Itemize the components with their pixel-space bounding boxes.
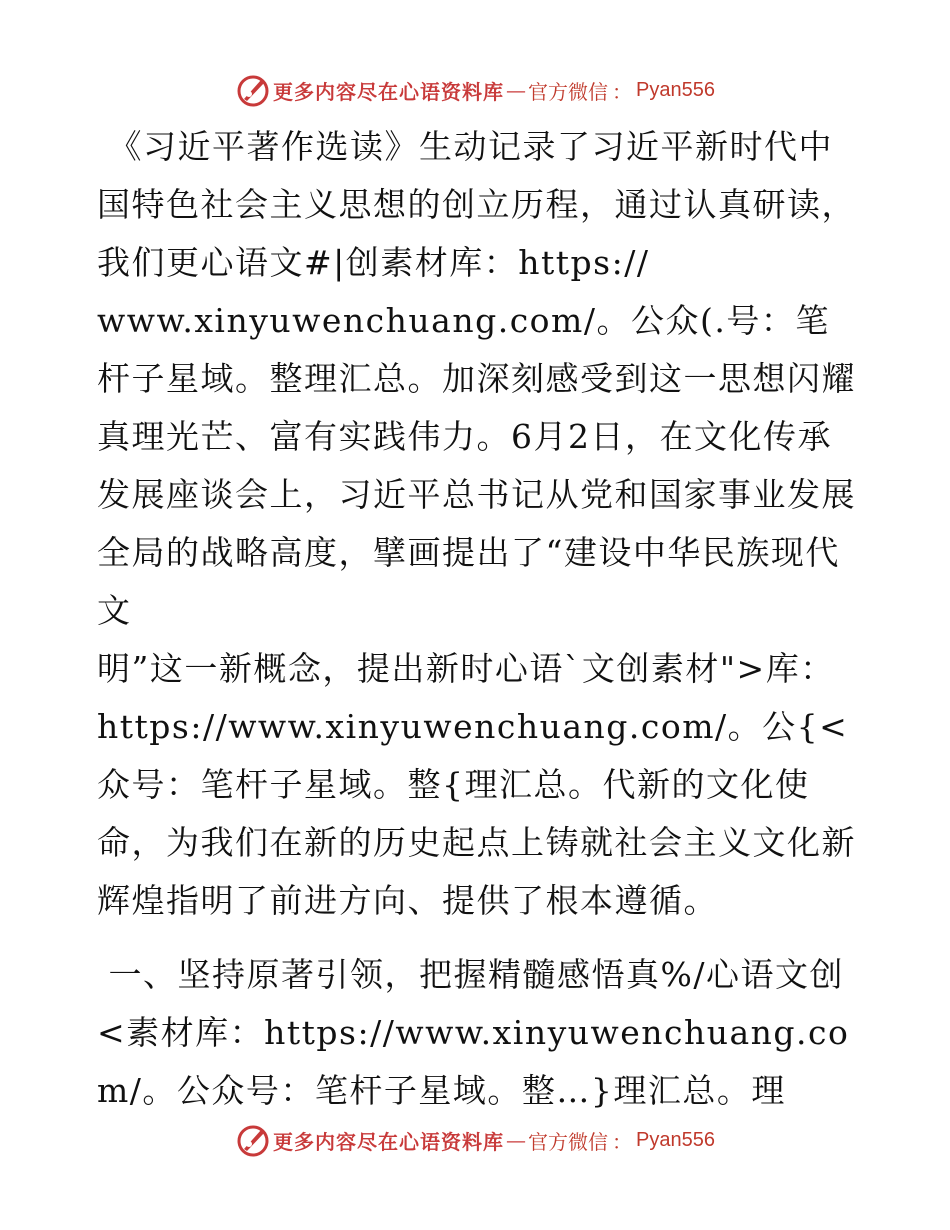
banner-official-label: 官方微信 xyxy=(528,1129,609,1154)
banner-dash: — xyxy=(506,1128,527,1152)
header-banner xyxy=(0,70,950,110)
banner-separator: ： xyxy=(612,1129,633,1154)
document-body xyxy=(97,118,857,1120)
paragraph-intro: 《习近平著作选读》生动记录了习近平新时代中国特色社会主义思想的创立历程，通过认真研读，我们更心语文#|创素材库：https:// www.xinyuwenchuang.com/。公众(.号：笔杆子星域。整理汇总。加深刻感受到这一思想闪耀真理光芒、富有实践伟力。6月2日，在文化传承发展座谈会上，习近平总书记从党和国家事业发展全局的战略高度，擘画提出了“建设中华民族现代文 明”这一新概念，提出新时心语`文创素材">库：https://www.xinyuwenchuang.com/。公{<众号：笔杆子星域。整{理汇总。代新的文化使命，为我们在新的历史起点上铸就社会主义文化新辉煌指明了前进方向、提供了根本遵循。 xyxy=(97,127,856,920)
paragraph-section-one: 一、坚持原著引领，把握精髓感悟真%/心语文创<素材库：https://www.xinyuwenchuang.com/。公众号：笔杆子星域。整…}理汇总。理 xyxy=(97,955,850,1110)
banner-brand-text: 更多内容尽在心语资料库 xyxy=(273,1129,505,1154)
banner-separator: ： xyxy=(612,79,633,104)
footer-banner xyxy=(0,1120,950,1160)
quill-logo-icon xyxy=(235,72,271,108)
banner-brand-text: 更多内容尽在心语资料库 xyxy=(273,79,505,104)
banner-wechat-id: Pyan556 xyxy=(636,1128,715,1151)
banner-dash: — xyxy=(506,78,527,102)
banner-official-label: 官方微信 xyxy=(528,79,609,104)
quill-logo-icon xyxy=(235,1122,271,1158)
banner-wechat-id: Pyan556 xyxy=(636,78,715,101)
